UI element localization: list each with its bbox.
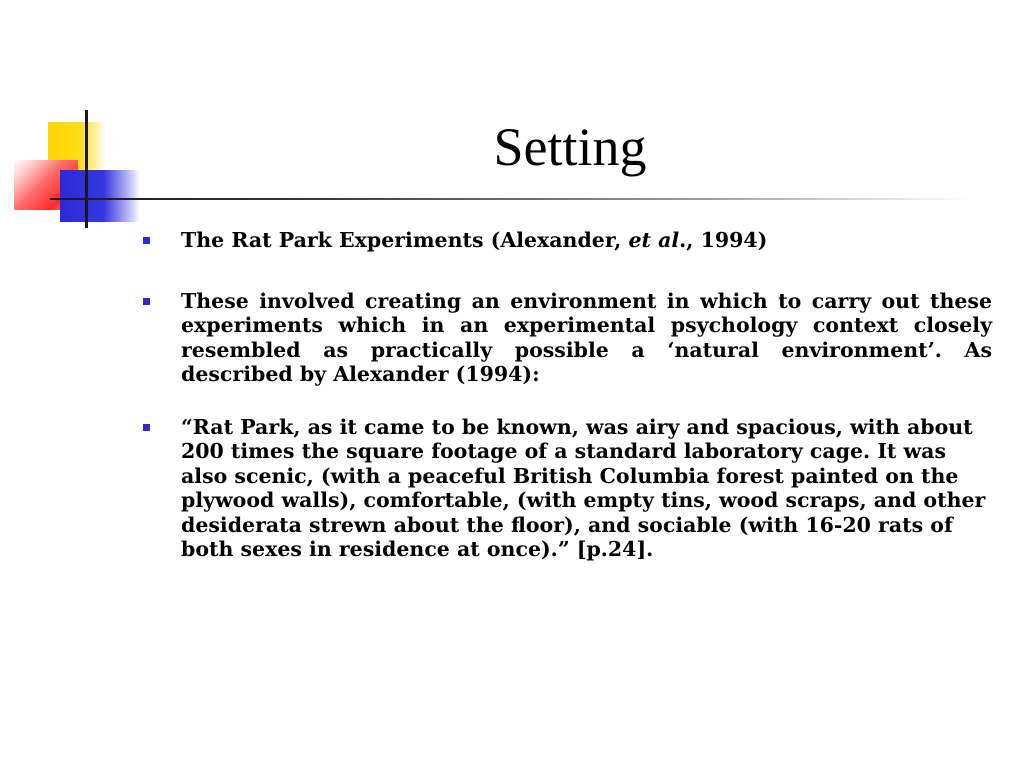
bullet-list (140, 228, 992, 590)
bullet-item (140, 289, 992, 387)
bullet-text-quote: “Rat Park, as it came to be known, was airy and spacious, with about 200 times the square footage of a standard laboratory cage. It was also scenic, (with a peaceful British Columbia forest painted on the plywood walls), comfortable, (with empty tins, wood scraps, and other desiderata strewn about the floor), and sociable (with 16-20 rats of both sexes in residence at once).” [p.24]. (181, 414, 986, 561)
square-bullet-icon (143, 298, 150, 305)
bullet-text-italic: et al (628, 228, 680, 252)
title-underline (50, 198, 970, 200)
bullet-text: These involved creating an environment in which to carry out these experiments which in an experimental psychology context closely resembled as practically possible a ‘natural environment’. As described by Alexander (1994): (181, 288, 992, 386)
square-bullet-icon (143, 237, 150, 244)
bullet-text-pre: The Rat Park Experiments (Alexander, (181, 228, 629, 252)
decorative-vertical-line (85, 110, 88, 228)
slide-title: Setting (493, 117, 647, 177)
square-bullet-icon (143, 424, 150, 431)
bullet-text-post: ., 1994) (679, 228, 768, 252)
decorative-blue-square (60, 170, 140, 222)
bullet-item (140, 228, 992, 253)
bullet-item (140, 415, 992, 562)
